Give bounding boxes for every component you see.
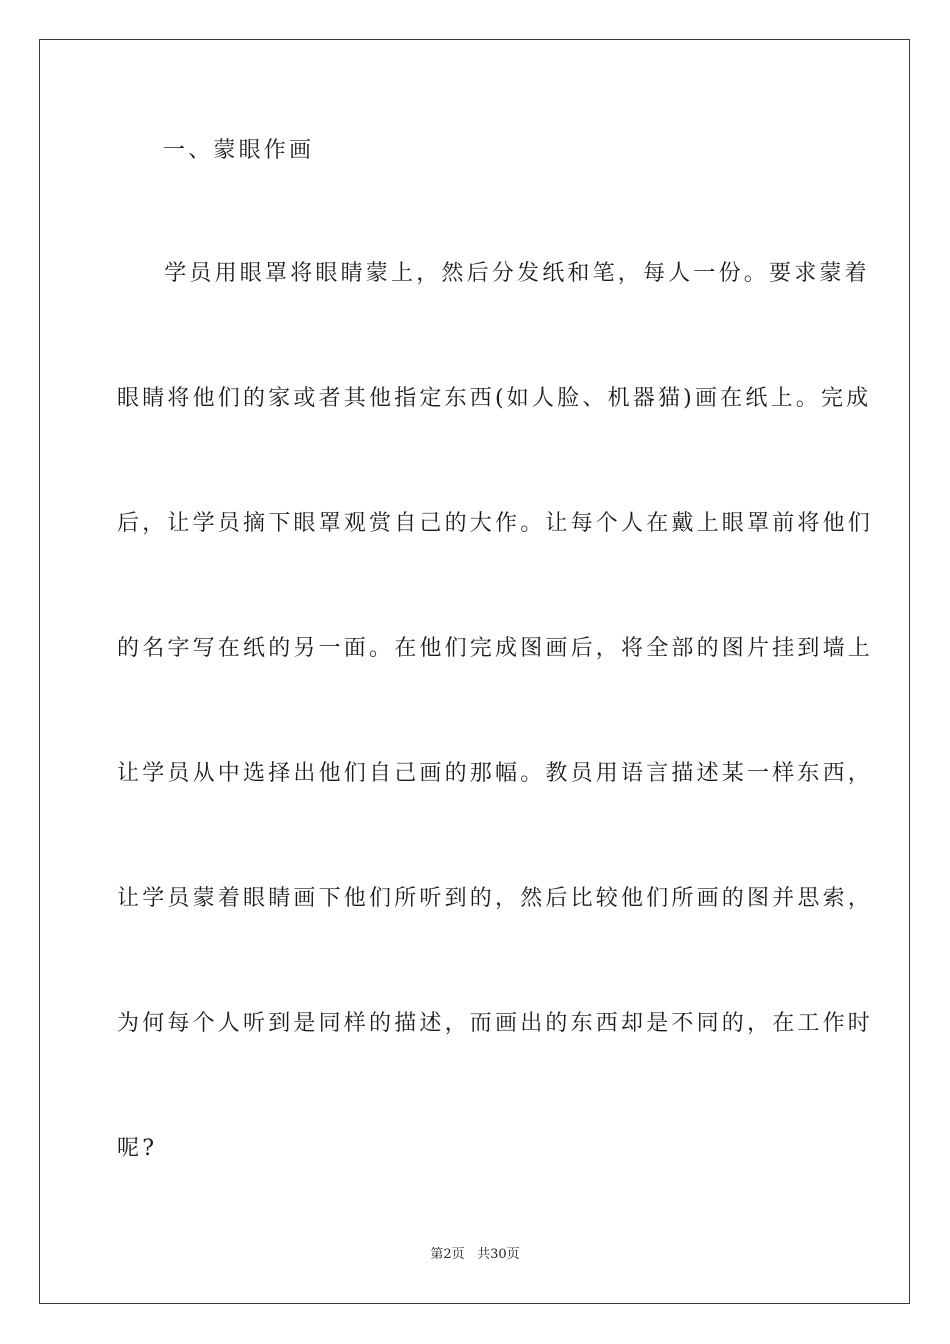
paragraph-line-6: 让学员蒙着眼睛画下他们所听到的，然后比较他们所画的图并思索，	[117, 886, 874, 911]
page-number: 第2页	[430, 1247, 465, 1262]
page-border	[39, 39, 910, 1304]
section-heading: 一、蒙眼作画	[163, 138, 315, 163]
paragraph-line-7: 为何每个人听到是同样的描述，而画出的东西却是不同的，在工作时	[117, 1011, 874, 1036]
page-total: 共30页	[477, 1247, 520, 1262]
page-footer	[0, 1246, 950, 1264]
paragraph-line-4: 的名字写在纸的另一面。在他们完成图画后，将全部的图片挂到墙上	[117, 636, 874, 661]
paragraph-line-8: 呢?	[117, 1136, 158, 1161]
paragraph-line-2: 眼睛将他们的家或者其他指定东西(如人脸、机器猫)画在纸上。完成	[117, 386, 872, 411]
paragraph-line-3: 后，让学员摘下眼罩观赏自己的大作。让每个人在戴上眼罩前将他们	[117, 511, 874, 536]
paragraph-line-5: 让学员从中选择出他们自己画的那幅。教员用语言描述某一样东西，	[117, 761, 874, 786]
paragraph-line-1: 学员用眼罩将眼睛蒙上，然后分发纸和笔，每人一份。要求蒙着	[139, 261, 870, 286]
